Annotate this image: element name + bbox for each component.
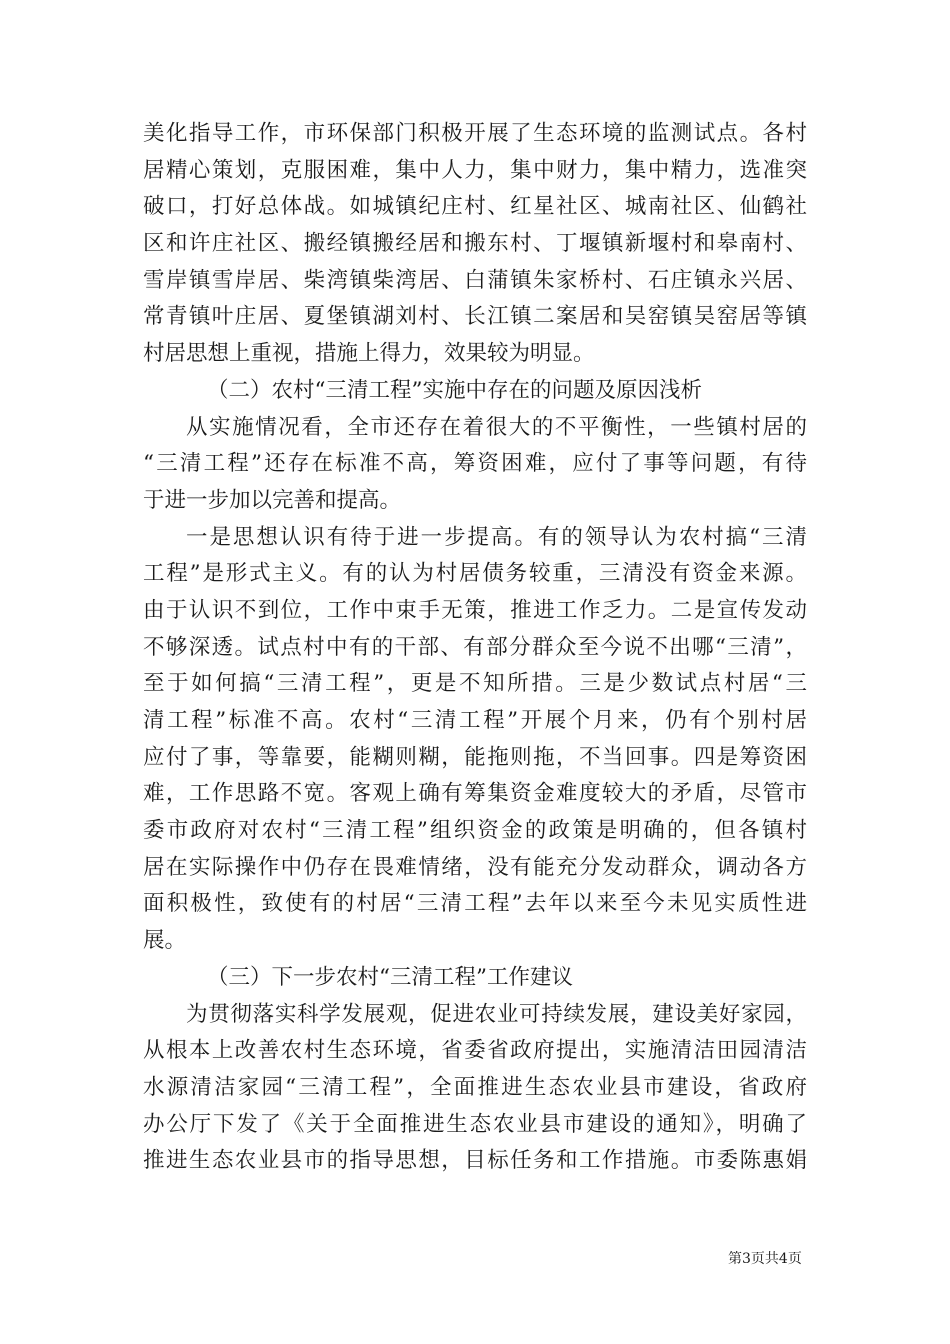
paragraph-line: 应付了事，等靠要，能糊则糊，能拖则拖，不当回事。四是筹资困 bbox=[143, 744, 807, 770]
paragraph-line: 常青镇叶庄居、夏堡镇湖刘村、长江镇二案居和吴窑镇吴窑居等镇 bbox=[143, 304, 807, 330]
paragraph-line: 破口，打好总体战。如城镇纪庄村、红星社区、城南社区、仙鹤社 bbox=[143, 194, 807, 220]
paragraph-line: 居精心策划，克服困难，集中人力，集中财力，集中精力，选准突 bbox=[143, 157, 807, 183]
section-heading: （二）农村“三清工程”实施中存在的问题及原因浅析 bbox=[207, 377, 702, 403]
paragraph-line: 居在实际操作中仍存在畏难情绪，没有能充分发动群众，调动各方 bbox=[143, 854, 807, 880]
paragraph-line: 难，工作思路不宽。客观上确有筹集资金难度较大的矛盾，尽管市 bbox=[143, 781, 807, 807]
paragraph-line: 为贯彻落实科学发展观，促进农业可持续发展，建设美好家园， bbox=[186, 1001, 807, 1027]
paragraph-line: 由于认识不到位，工作中束手无策，推进工作乏力。二是宣传发动 bbox=[143, 597, 807, 623]
page-number-footer: 第3页共4页 bbox=[728, 1251, 802, 1267]
paragraph-line: 工程”是形式主义。有的认为村居债务较重，三清没有资金来源。 bbox=[143, 561, 807, 587]
document-body bbox=[143, 116, 807, 1180]
paragraph-line: 清工程”标准不高。农村“三清工程”开展个月来，仍有个别村居 bbox=[143, 708, 807, 733]
paragraph-line: 委市政府对农村“三清工程”组织资金的政策是明确的，但各镇村 bbox=[143, 818, 807, 844]
paragraph-line: 水源清洁家园“三清工程”，全面推进生态农业县市建设，省政府 bbox=[143, 1074, 807, 1100]
paragraph-line: 于进一步加以完善和提高。 bbox=[143, 487, 402, 513]
paragraph-line: 面积极性，致使有的村居“三清工程”去年以来至今未见实质性进 bbox=[143, 891, 807, 917]
paragraph-line: 办公厅下发了《关于全面推进生态农业县市建设的通知》，明确了 bbox=[143, 1111, 807, 1137]
paragraph-line: 从根本上改善农村生态环境，省委省政府提出，实施清洁田园清洁 bbox=[143, 1038, 807, 1064]
paragraph-line: 雪岸镇雪岸居、柴湾镇柴湾居、白蒲镇朱家桥村、石庄镇永兴居、 bbox=[143, 267, 807, 293]
paragraph-line: 推进生态农业县市的指导思想，目标任务和工作措施。市委陈惠娟 bbox=[143, 1148, 807, 1174]
paragraph-line: 村居思想上重视，措施上得力，效果较为明显。 bbox=[143, 341, 595, 367]
paragraph-line: “三清工程”还存在标准不高，筹资困难，应付了事等问题，有待 bbox=[143, 451, 807, 477]
paragraph-line: 美化指导工作，市环保部门积极开展了生态环境的监测试点。各村 bbox=[143, 121, 807, 146]
paragraph-line: 至于如何搞“三清工程”，更是不知所措。三是少数试点村居“三 bbox=[143, 671, 807, 697]
section-heading: （三）下一步农村“三清工程”工作建议 bbox=[207, 964, 573, 990]
paragraph-line: 从实施情况看，全市还存在着很大的不平衡性，一些镇村居的 bbox=[186, 414, 807, 440]
paragraph-line: 展。 bbox=[143, 928, 187, 954]
paragraph-line: 不够深透。试点村中有的干部、有部分群众至今说不出哪“三清”， bbox=[143, 634, 807, 660]
paragraph-line: 一是思想认识有待于进一步提高。有的领导认为农村搞“三清 bbox=[186, 524, 807, 550]
paragraph-line: 区和许庄社区、搬经镇搬经居和搬东村、丁堰镇新堰村和皋南村、 bbox=[143, 231, 807, 257]
